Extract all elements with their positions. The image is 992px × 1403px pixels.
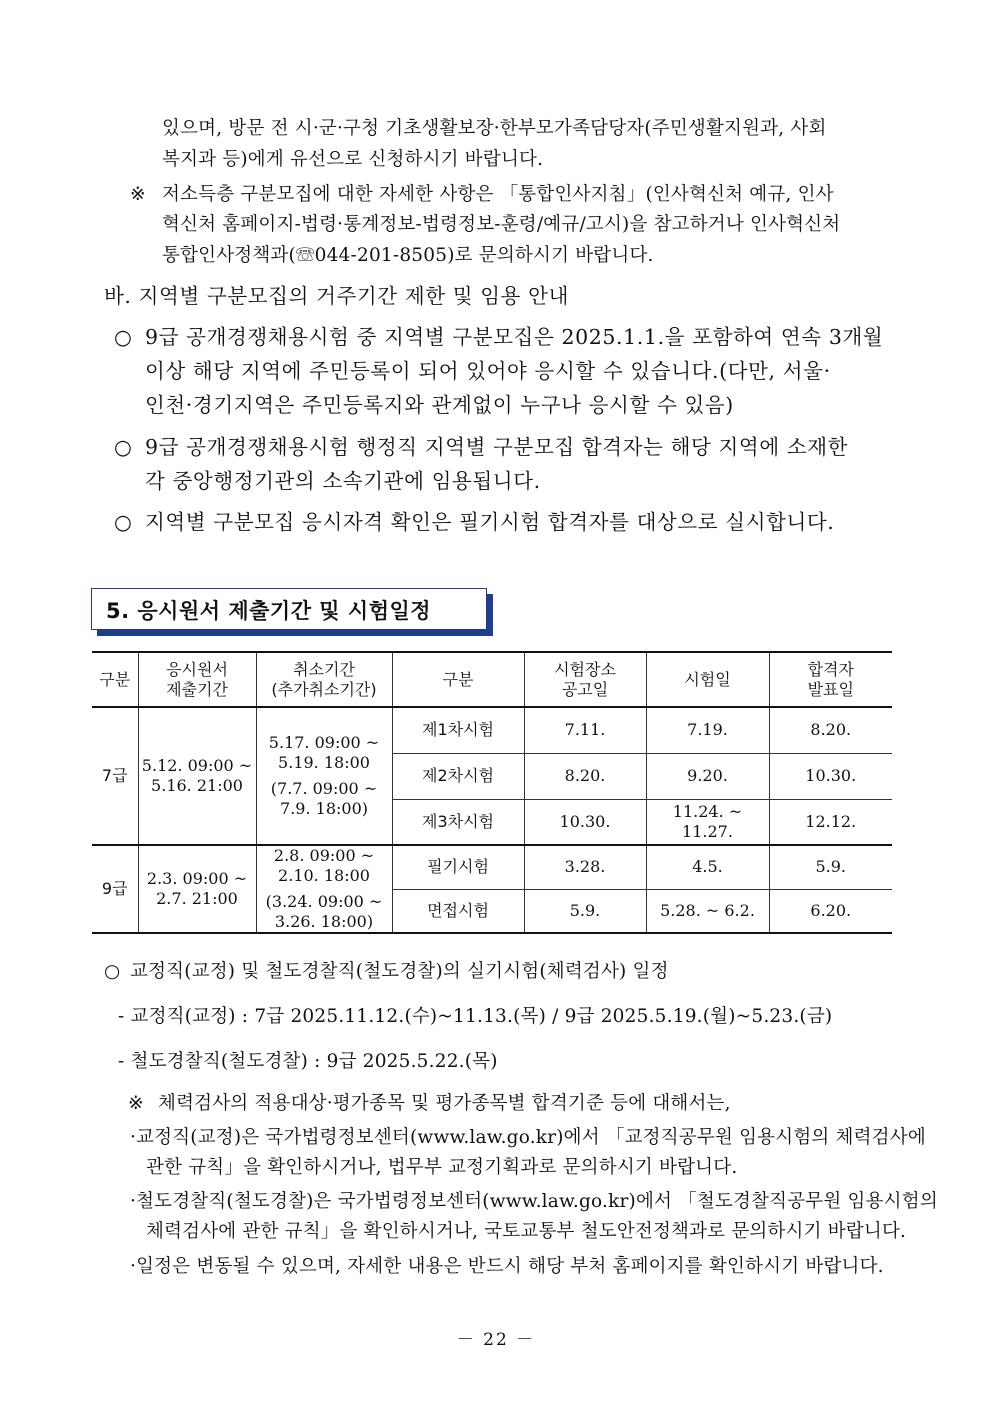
notice-date-cell: 7.11. <box>524 707 646 753</box>
section-title-box <box>91 588 487 630</box>
region-item-1-line-2: 이상 해당 지역에 주민등록이 되어 있어야 응시할 수 있습니다.(다만, 서울· <box>145 359 831 383</box>
region-item-2-line-1: 9급 공개경쟁채용시험 행정직 지역별 구분모집 합격자는 해당 지역에 소재한 <box>145 435 849 459</box>
notice-date-cell: 5.9. <box>524 889 646 933</box>
stage-cell: 제3차시험 <box>392 799 524 845</box>
header-category: 구분 <box>92 652 138 707</box>
exam-date-cell: 4.5. <box>646 845 769 889</box>
grade-9-cancel-period: 2.8. 09:00 ~ 2.10. 18:00 (3.24. 09:00 ~ 3.26. 18:00) <box>256 845 392 933</box>
page-number: － 22 － <box>456 1330 536 1350</box>
ref-note-line-2: 혁신처 홈페이지-법령·통계정보-법령정보-훈령/예규/고시)을 참고하거나 인사혁신처 <box>162 214 841 235</box>
region-item-3-line-1: 지역별 구분모집 응시자격 확인은 필기시험 합격자를 대상으로 실시합니다. <box>145 510 835 534</box>
result-date-cell: 5.9. <box>769 845 892 889</box>
dot-item-1-line-1: ·교정직(교정)은 국가법령정보센터(www.law.go.kr)에서 「교정직공무원 임용시험의 체력검사에 <box>130 1127 926 1148</box>
stage-cell: 제1차시험 <box>392 707 524 753</box>
practical-correction-dates: - 교정직(교정) : 7급 2025.11.12.(수)~11.13.(목) / 9급 2025.5.19.(월)~5.23.(금) <box>118 1006 833 1027</box>
bullet-icon: ○ <box>104 961 121 982</box>
subsection-heading: 바. 지역별 구분모집의 거주기간 제한 및 임용 안내 <box>104 284 569 308</box>
top-note-line-1: 있으며, 방문 전 시·군·구청 기초생활보장·한부모가족담당자(주민생활지원과, 사회 <box>162 118 827 139</box>
header-application-period: 응시원서 제출기간 <box>138 652 256 707</box>
exam-date-cell: 5.28. ~ 6.2. <box>646 889 769 933</box>
practical-heading: 교정직(교정) 및 철도경찰직(철도경찰)의 실기시험(체력검사) 일정 <box>130 961 669 982</box>
stage-cell: 제2차시험 <box>392 753 524 799</box>
header-cancel-period: 취소기간 (추가취소기간) <box>256 652 392 707</box>
grade-7-cell: 7급 <box>92 707 138 845</box>
section-title: 5. 응시원서 제출기간 및 시험일정 <box>106 599 432 623</box>
region-item-1-line-1: 9급 공개경쟁채용시험 중 지역별 구분모집은 2025.1.1.을 포함하여 연속 3개월 <box>145 325 884 349</box>
grade-7-application-period: 5.12. 09:00 ~ 5.16. 21:00 <box>138 707 256 845</box>
dot-item-2-line-1: ·철도경찰직(철도경찰)은 국가법령정보센터(www.law.go.kr)에서 「철도경찰직공무원 임용시험의 <box>130 1191 938 1212</box>
table-row <box>92 845 892 889</box>
exam-date-cell: 11.24. ~ 11.27. <box>646 799 769 845</box>
header-exam-date: 시험일 <box>646 652 769 707</box>
notice-date-cell: 10.30. <box>524 799 646 845</box>
dot-item-2-line-2: 체력검사에 관한 규칙」을 확인하시거나, 국토교통부 철도안전정책과로 문의하시기 바랍니다. <box>146 1221 907 1242</box>
practical-note: 체력검사의 적용대상·평가종목 및 평가종목별 합격기준 등에 대해서는, <box>158 1093 731 1114</box>
region-item-2-line-2: 각 중앙행정기관의 소속기관에 임용됩니다. <box>145 469 541 493</box>
bullet-icon: ○ <box>114 325 133 349</box>
header-venue-notice: 시험장소 공고일 <box>524 652 646 707</box>
ref-note-mark: ※ <box>130 184 146 205</box>
grade-9-application-period: 2.3. 09:00 ~ 2.7. 21:00 <box>138 845 256 933</box>
region-item-1-line-3: 인천·경기지역은 주민등록지와 관계없이 누구나 응시할 수 있음) <box>145 393 734 417</box>
ref-note-line-1: 저소득층 구분모집에 대한 자세한 사항은 「통합인사지침」(인사혁신처 예규, 인사 <box>162 184 834 205</box>
notice-date-cell: 3.28. <box>524 845 646 889</box>
result-date-cell: 6.20. <box>769 889 892 933</box>
dot-item-1-line-2: 관한 규칙」을 확인하시거나, 법무부 교정기획과로 문의하시기 바랍니다. <box>146 1157 738 1178</box>
table-row <box>92 707 892 753</box>
grade-7-cancel-period: 5.17. 09:00 ~ 5.19. 18:00 (7.7. 09:00 ~ 7.9. 18:00) <box>256 707 392 845</box>
stage-cell: 필기시험 <box>392 845 524 889</box>
practical-railway-dates: - 철도경찰직(철도경찰) : 9급 2025.5.22.(목) <box>118 1051 498 1072</box>
result-date-cell: 10.30. <box>769 753 892 799</box>
bullet-icon: ○ <box>114 435 133 459</box>
result-date-cell: 8.20. <box>769 707 892 753</box>
header-result-date: 합격자 발표일 <box>769 652 892 707</box>
table-header-row <box>92 652 892 707</box>
practical-note-mark: ※ <box>128 1093 144 1114</box>
result-date-cell: 12.12. <box>769 799 892 845</box>
exam-schedule-table <box>92 651 892 934</box>
exam-date-cell: 7.19. <box>646 707 769 753</box>
grade-9-cell: 9급 <box>92 845 138 933</box>
notice-date-cell: 8.20. <box>524 753 646 799</box>
bullet-icon: ○ <box>114 510 133 534</box>
dot-item-3: ·일정은 변동될 수 있으며, 자세한 내용은 반드시 해당 부처 홈페이지를 확인하시기 바랍니다. <box>130 1256 884 1277</box>
stage-cell: 면접시험 <box>392 889 524 933</box>
ref-note-line-3: 통합인사정책과(☏044-201-8505)로 문의하시기 바랍니다. <box>162 245 654 266</box>
top-note-line-2: 복지과 등)에게 유선으로 신청하시기 바랍니다. <box>162 149 544 170</box>
header-stage: 구분 <box>392 652 524 707</box>
exam-date-cell: 9.20. <box>646 753 769 799</box>
